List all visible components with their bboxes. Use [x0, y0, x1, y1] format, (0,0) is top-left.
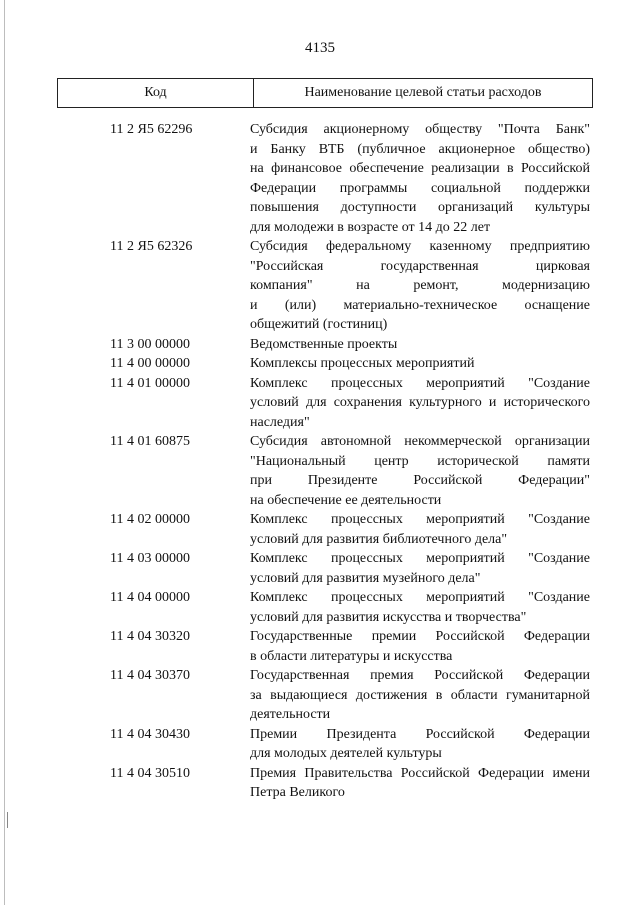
- row-name-line: условий для развития музейного дела": [250, 570, 481, 586]
- row-code: 11 4 00 00000: [110, 356, 190, 371]
- row-name-line: повышения доступности организаций культуры: [250, 200, 590, 215]
- row-name-line: в области литературы и искусства: [250, 648, 453, 664]
- row-name: [250, 588, 590, 627]
- row-name-line: общежитий (гостиниц): [250, 317, 388, 332]
- row-name-line: и Банку ВТБ (публичное акционерное общество): [250, 141, 590, 157]
- table-row: [0, 237, 640, 335]
- row-name-line: Федерации программы социальной поддержки: [250, 180, 590, 196]
- row-code: 11 4 02 00000: [110, 512, 190, 527]
- table-row: [0, 120, 640, 237]
- table-row: [0, 432, 640, 510]
- table-row: [0, 335, 640, 355]
- table-body: [0, 120, 640, 803]
- table-header: [57, 78, 593, 108]
- row-code: 11 4 01 60875: [110, 434, 190, 449]
- row-name: [250, 549, 590, 588]
- row-name-line: Комплексы процессных мероприятий: [250, 356, 475, 371]
- header-code-cell: Код: [58, 79, 254, 107]
- table-row: [0, 374, 640, 433]
- row-code: 11 4 04 00000: [110, 590, 190, 605]
- row-name-line: при Президенте Российской Федерации": [250, 473, 590, 488]
- table-row: [0, 354, 640, 374]
- scan-artifact-mark: [7, 812, 8, 828]
- row-name-line: Государственные премии Российской Федерации: [250, 629, 590, 644]
- row-name: [250, 432, 590, 510]
- row-name: [250, 354, 590, 374]
- row-name: [250, 666, 590, 725]
- row-name-line: и (или) материально-техническое оснащение: [250, 297, 590, 313]
- row-name: [250, 725, 590, 764]
- row-name-line: Ведомственные проекты: [250, 336, 398, 352]
- row-name-line: Субсидия акционерному обществу "Почта Банк": [250, 122, 590, 137]
- row-name-line: компания" на ремонт, модернизацию: [250, 278, 590, 293]
- row-name-line: условий для развития библиотечного дела": [250, 531, 508, 547]
- row-name-line: для молодежи в возрасте от 14 до 22 лет: [250, 219, 491, 235]
- row-name-line: условий для сохранения культурного и исторического: [250, 395, 590, 410]
- row-code: 11 2 Я5 62296: [110, 122, 193, 137]
- row-name-line: "Российская государственная цирковая: [250, 258, 590, 274]
- row-name-line: Государственная премия Российской Федерации: [250, 668, 590, 683]
- row-name-line: Премия Правительства Российской Федерации имени: [250, 765, 590, 781]
- row-name-line: на обеспечение ее деятельности: [250, 492, 442, 508]
- row-name-line: условий для развития искусства и творчества": [250, 609, 527, 625]
- row-name: [250, 764, 590, 803]
- row-name-line: деятельности: [250, 707, 331, 722]
- table-row: [0, 588, 640, 627]
- row-code: 11 4 04 30510: [110, 765, 190, 781]
- row-name-line: "Национальный центр исторической памяти: [250, 453, 590, 469]
- row-name-line: Комплекс процессных мероприятий "Создание: [250, 375, 590, 391]
- row-name-line: Премии Президента Российской Федерации: [250, 726, 590, 742]
- row-code: 11 4 04 30430: [110, 726, 190, 742]
- row-name-line: Субсидия автономной некоммерческой организации: [250, 434, 590, 449]
- row-name-line: для молодых деятелей культуры: [250, 746, 442, 761]
- table-row: [0, 549, 640, 588]
- row-code: 11 4 04 30370: [110, 668, 190, 683]
- row-name-line: Петра Великого: [250, 785, 345, 800]
- row-name-line: Субсидия федеральному казенному предприятию: [250, 239, 590, 254]
- row-code: 11 3 00 00000: [110, 336, 190, 352]
- row-name: [250, 374, 590, 433]
- row-name-line: Комплекс процессных мероприятий "Создание: [250, 551, 590, 566]
- row-name: [250, 120, 590, 237]
- row-name-line: Комплекс процессных мероприятий "Создание: [250, 512, 590, 527]
- table-row: [0, 725, 640, 764]
- row-name-line: Комплекс процессных мероприятий "Создание: [250, 590, 590, 605]
- row-name-line: за выдающиеся достижения в области гуманитарной: [250, 687, 590, 703]
- row-name: [250, 237, 590, 335]
- table-row: [0, 764, 640, 803]
- row-name-line: на финансовое обеспечение реализации в Российской: [250, 161, 590, 176]
- page-number: 4135: [305, 40, 335, 56]
- table-row: [0, 510, 640, 549]
- row-code: 11 4 04 30320: [110, 629, 190, 644]
- row-code: 11 4 03 00000: [110, 551, 190, 566]
- row-code: 11 4 01 00000: [110, 375, 190, 391]
- row-name: [250, 335, 590, 355]
- row-name: [250, 510, 590, 549]
- header-name-cell: Наименование целевой статьи расходов: [304, 85, 542, 100]
- row-name-line: наследия": [250, 414, 310, 430]
- table-row: [0, 666, 640, 725]
- table-row: [0, 627, 640, 666]
- row-code: 11 2 Я5 62326: [110, 239, 193, 254]
- row-name: [250, 627, 590, 666]
